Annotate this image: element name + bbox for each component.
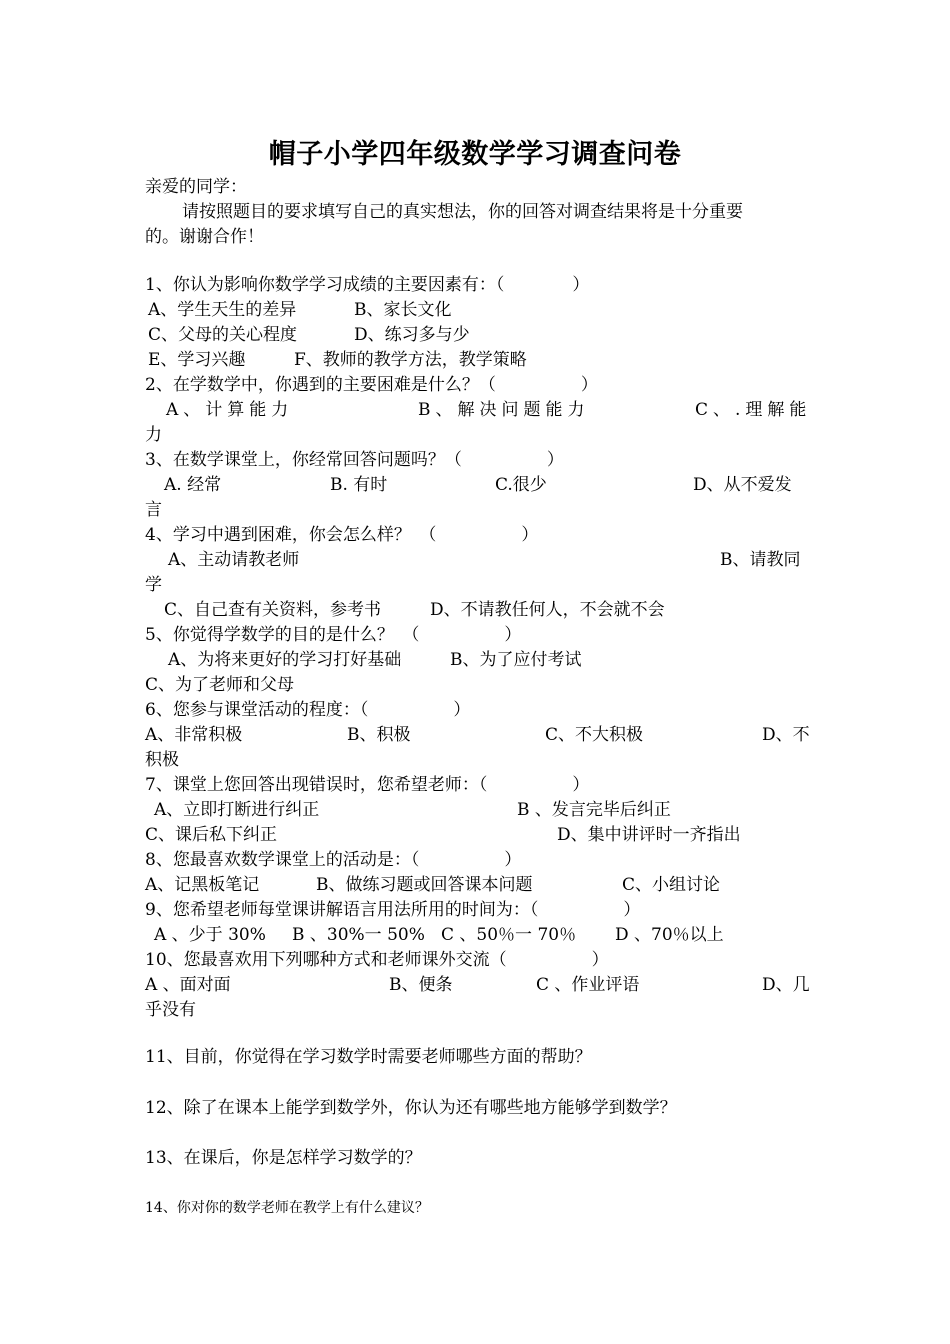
q5-option-a: A、为将来更好的学习打好基础 (168, 650, 402, 670)
q2-option-c-wrap: 力 (145, 425, 162, 445)
q10-option-b: B、便条 (389, 975, 453, 995)
q1-option-a: A、学生天生的差异 (148, 300, 297, 320)
greeting: 亲爱的同学： (145, 177, 247, 197)
q8-option-b: B、做练习题或回答课本问题 (316, 875, 533, 895)
question-9: 9、您希望老师每堂课讲解语言用法所用的时间为：（ ） (145, 900, 641, 920)
q7-option-b: B 、发言完毕后纠正 (517, 800, 671, 820)
q2-option-b: B、解决问题能力 (418, 400, 590, 420)
question-13: 13、在课后，你是怎样学习数学的？ (145, 1148, 422, 1168)
q6-option-a: A、非常积极 (145, 725, 243, 745)
q9-option-c: C 、50％一 70％ (441, 925, 577, 945)
q3-option-c: C.很少 (495, 475, 547, 495)
q7-option-a: A、立即打断进行纠正 (154, 800, 320, 820)
q1-option-d: D、练习多与少 (354, 325, 470, 345)
q9-option-a: A 、少于 30% (154, 925, 266, 945)
q4-option-b: B、请教同 (720, 550, 801, 570)
q10-option-c: C 、作业评语 (536, 975, 640, 995)
q3-option-d: D、从不爱发 (693, 475, 792, 495)
question-3: 3、在数学课堂上，你经常回答问题吗？（ ） (145, 450, 564, 470)
q1-option-c: C、父母的关心程度 (148, 325, 298, 345)
q6-option-c: C、不大积极 (545, 725, 644, 745)
q1-option-e: E、学习兴趣 (148, 350, 246, 370)
q6-option-d: D、不 (762, 725, 810, 745)
q1-option-f: F、教师的教学方法，教学策略 (294, 350, 527, 370)
question-12: 12、除了在课本上能学到数学外，你认为还有哪些地方能够学到数学？ (145, 1098, 677, 1118)
q5-option-b: B、为了应付考试 (450, 650, 582, 670)
q5-option-c: C、为了老师和父母 (145, 675, 295, 695)
q2-option-c: C、.理解能 (695, 400, 812, 420)
question-6: 6、您参与课堂活动的程度：（ ） (145, 700, 471, 720)
q2-option-a: A、计算能力 (166, 400, 294, 420)
q6-option-d-wrap: 积极 (145, 750, 179, 770)
q4-option-d: D、不请教任何人，不会就不会 (430, 600, 665, 620)
q10-option-d: D、几 (762, 975, 810, 995)
intro-line-1: 请按照题目的要求填写自己的真实想法，你的回答对调查结果将是十分重要 (182, 202, 743, 222)
q3-option-a: A. 经常 (164, 475, 222, 495)
q7-option-c: C、课后私下纠正 (145, 825, 278, 845)
q1-option-b: B、家长文化 (354, 300, 452, 320)
q3-option-d-wrap: 言 (145, 500, 162, 520)
q9-option-d: D 、70％以上 (615, 925, 724, 945)
question-4: 4、学习中遇到困难，你会怎么样？ （ ） (145, 525, 539, 545)
question-5: 5、你觉得学数学的目的是什么？ （ ） (145, 625, 522, 645)
q4-option-b-wrap: 学 (145, 575, 162, 595)
question-2: 2、在学数学中，你遇到的主要困难是什么？（ ） (145, 375, 598, 395)
question-8: 8、您最喜欢数学课堂上的活动是：（ ） (145, 850, 522, 870)
page-title: 帽子小学四年级数学学习调查问卷 (268, 139, 682, 170)
q10-option-a: A 、面对面 (145, 975, 231, 995)
q8-option-a: A、记黑板笔记 (145, 875, 260, 895)
q10-option-d-wrap: 乎没有 (145, 1000, 196, 1020)
q3-option-b: B. 有时 (330, 475, 388, 495)
q6-option-b: B、积极 (347, 725, 411, 745)
question-14: 14、你对你的数学老师在教学上有什么建议？ (145, 1200, 429, 1216)
question-1: 1、你认为影响你数学学习成绩的主要因素有：（ ） (145, 275, 590, 295)
q7-option-d: D、集中讲评时一齐指出 (557, 825, 741, 845)
q8-option-c: C、小组讨论 (622, 875, 721, 895)
q4-option-a: A、主动请教老师 (168, 550, 300, 570)
question-11: 11、目前，你觉得在学习数学时需要老师哪些方面的帮助？ (145, 1047, 592, 1067)
question-7: 7、课堂上您回答出现错误时，您希望老师：（ ） (145, 775, 590, 795)
q4-option-c: C、自己查有关资料，参考书 (164, 600, 382, 620)
question-10: 10、您最喜欢用下列哪种方式和老师课外交流（ ） (145, 950, 609, 970)
intro-line-2: 的。谢谢合作！ (145, 227, 264, 247)
q9-option-b: B 、30%一 50% (292, 925, 425, 945)
